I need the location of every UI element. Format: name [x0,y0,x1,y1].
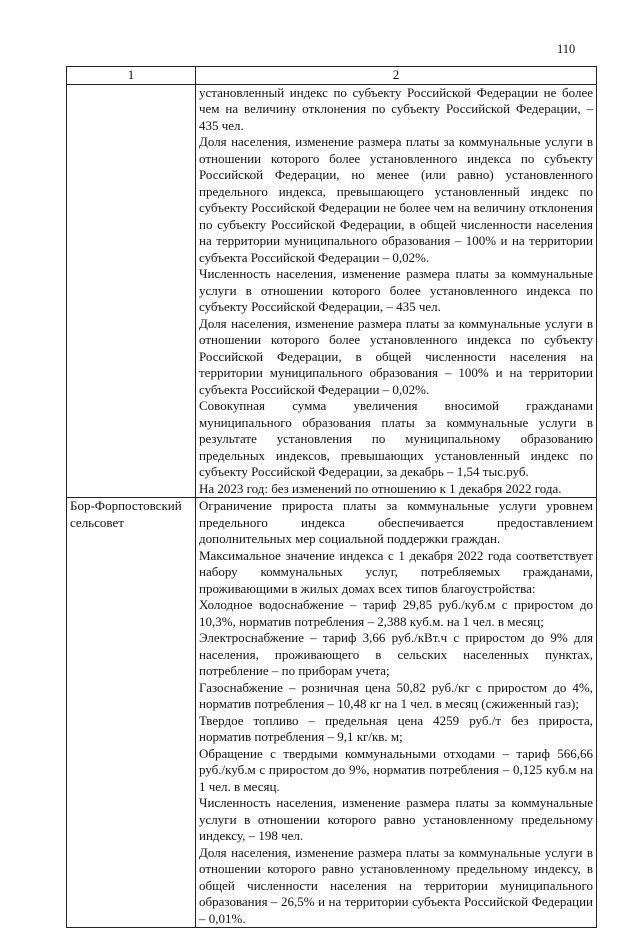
table-header-row [67,67,597,85]
paragraph: Газоснабжение – розничная цена 50,82 руб./кг с приростом до 4%, норматив потребления – 10,48 кг на 1 чел. в месяц (сжиженный газ); [199,679,593,711]
municipality-cell [67,84,196,498]
table-row [67,84,597,498]
paragraph: Совокупная сумма увеличения вносимой гражданами муниципального образования платы за коммунальные услуги в результате установления по муниципальному образованию предельных индексов, превышающих установленный индекс по субъекту Российской Федерации, за декабрь – 1,54 тыс.руб. [199,398,593,479]
description-cell [196,498,597,928]
municipality-cell: Бор-Форпостовский сельсовет [67,498,196,928]
paragraph: Обращение с твердыми коммунальными отходами – тариф 566,66 руб./куб.м с приростом до 9%, норматив потребления – 0,125 куб.м на 1 чел. в месяц. [199,745,593,794]
document-table [66,66,597,928]
paragraph: установленный индекс по субъекту Российской Федерации не более чем на величину отклонения по субъекту Российской Федерации, – 435 чел. [199,84,593,133]
paragraph: Твердое топливо – предельная цена 4259 руб./т без прироста, норматив потребления – 9,1 кг/кв. м; [199,712,593,744]
paragraph: Численность населения, изменение размера платы за коммунальные услуги в отношении которого равно установленному предельному индексу, – 198 чел. [199,795,593,843]
paragraph: Холодное водоснабжение – тариф 29,85 руб./куб.м с приростом до 10,3%, норматив потребления – 2,388 куб.м. на 1 чел. в месяц; [199,597,593,629]
column-header-2: 2 [196,67,597,85]
page-number: 110 [557,42,576,56]
description-cell [196,84,597,498]
paragraph: Доля населения, изменение размера платы за коммунальные услуги в отношении которого равно установленному предельному индексу, в общей численности населения на территории муниципального образования – 26,5% и на территории субъекта Российской Федерации – 0,01%. [199,844,593,926]
paragraph: Ограничение прироста платы за коммунальные услуги уровнем предельного индекса обеспечивается предоставлением дополнительных мер социальной поддержки граждан. [199,498,593,546]
paragraph: Численность населения, изменение размера платы за коммунальные услуги в отношении которого более установленного индекса по субъекту Российской Федерации, – 435 чел. [199,266,593,314]
paragraph: Максимальное значение индекса с 1 декабря 2022 года соответствует набору коммунальных услуг, потребляемых гражданами, проживающими в жилых домах всех типов благоустройства: [199,547,593,596]
column-header-1: 1 [67,67,196,85]
table-row [67,498,597,928]
paragraph: На 2023 год: без изменений по отношению к 1 декабря 2022 года. [199,480,562,496]
paragraph: Электроснабжение – тариф 3,66 руб./кВт.ч с приростом до 9% для населения, проживающего в сельских населенных пунктах, потребление – по приборам учета; [199,630,593,678]
paragraph: Доля населения, изменение размера платы за коммунальные услуги в отношении которого более установленного индекса по субъекту Российской Федерации, но менее (или равно) установленного предельного индекса, превышающего установленный индекс по субъекту Российской Федерации не более чем на величину отклонения по субъекту Российской Федерации, в общей численности населения на территории муниципального образования – 100% и на территории субъекта Российской Федерации – 0,02%. [199,134,593,265]
paragraph: Доля населения, изменение размера платы за коммунальные услуги в отношении которого более установленного индекса по субъекту Российской Федерации, в общей численности населения на территории муниципального образования – 100% и на территории субъекта Российской Федерации – 0,02%. [199,315,593,397]
